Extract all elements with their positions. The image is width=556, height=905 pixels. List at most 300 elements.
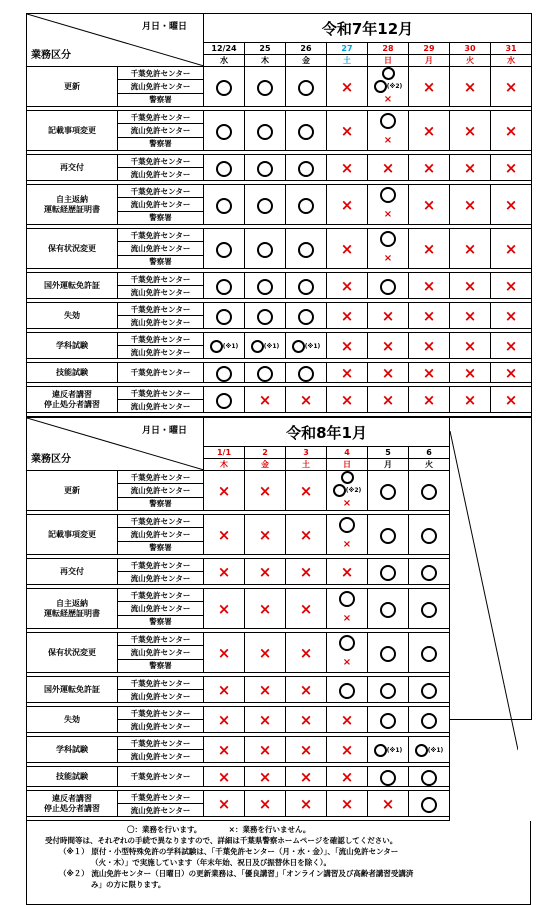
status-cell xyxy=(327,229,368,269)
ok-mark xyxy=(380,231,396,247)
ok-mark xyxy=(298,309,314,325)
ng-mark: × xyxy=(342,612,352,624)
status-cell xyxy=(368,333,409,359)
category-name: 記載事項変更 xyxy=(48,125,96,135)
status-cell xyxy=(204,633,245,673)
status-cell xyxy=(409,363,450,383)
ng-mark: × xyxy=(258,563,272,581)
status-cell xyxy=(450,303,491,329)
ok-mark xyxy=(380,528,396,544)
status-cell xyxy=(286,185,327,225)
category-cell xyxy=(27,633,118,673)
office-cell: 流山免許センター xyxy=(118,690,204,703)
status-cell xyxy=(204,515,245,555)
ng-mark: × xyxy=(422,240,436,258)
status-cell xyxy=(245,387,286,413)
status-cell xyxy=(368,471,409,511)
status-cell xyxy=(286,791,327,817)
ng-mark: × xyxy=(381,159,395,177)
status-cell xyxy=(327,303,368,329)
status-cell xyxy=(245,471,286,511)
status-cell xyxy=(327,633,368,673)
ok-mark xyxy=(257,366,273,382)
status-cell xyxy=(409,737,450,763)
status-cell xyxy=(368,559,409,585)
ok-mark xyxy=(421,646,437,662)
status-cell xyxy=(245,333,286,359)
ng-mark: × xyxy=(383,208,393,220)
status-cell xyxy=(286,633,327,673)
header-corner xyxy=(27,14,204,67)
category-name: 保有状況変更 xyxy=(48,647,96,657)
schedule-tables xyxy=(26,13,531,821)
legend-ok: 〇：業務を行います。 xyxy=(127,825,202,834)
ok-mark xyxy=(421,770,437,786)
ok-mark xyxy=(292,340,305,353)
status-cell xyxy=(368,515,409,555)
status-cell xyxy=(491,387,532,413)
ng-mark: × xyxy=(383,134,393,146)
status-cell xyxy=(409,515,450,555)
weekday-cell: 金 xyxy=(286,55,327,67)
ok-mark xyxy=(298,366,314,382)
ok-mark xyxy=(298,198,314,214)
weekday-cell: 土 xyxy=(286,459,327,471)
ok-mark xyxy=(257,161,273,177)
ng-mark: × xyxy=(504,196,518,214)
status-cell xyxy=(450,111,491,151)
status-cell xyxy=(327,273,368,299)
office-cell: 千葉免許センター xyxy=(118,273,204,286)
ng-mark: × xyxy=(217,482,231,500)
status-cell xyxy=(327,559,368,585)
category-name: 違反者講習 xyxy=(52,793,92,803)
status-cell xyxy=(368,67,409,107)
category-name: 更新 xyxy=(64,485,80,495)
status-cell xyxy=(245,303,286,329)
ng-mark: × xyxy=(217,563,231,581)
status-cell xyxy=(204,387,245,413)
ng-mark: × xyxy=(299,563,313,581)
ok-mark xyxy=(339,683,355,699)
office-cell: 千葉免許センター xyxy=(118,185,204,198)
ok-mark xyxy=(421,683,437,699)
ng-mark: × xyxy=(340,768,354,786)
status-cell xyxy=(368,589,409,629)
status-cell xyxy=(327,333,368,359)
status-cell xyxy=(368,387,409,413)
ok-mark xyxy=(339,517,355,533)
status-cell xyxy=(286,737,327,763)
date-cell: 5 xyxy=(368,447,409,459)
weekday-cell: 月 xyxy=(409,55,450,67)
category-cell xyxy=(27,767,118,787)
category-cell xyxy=(27,589,118,629)
ok-mark xyxy=(298,161,314,177)
category-label: 業務区分 xyxy=(31,454,71,465)
ok-mark xyxy=(341,471,354,484)
weekday-cell: 金 xyxy=(245,459,286,471)
status-cell xyxy=(286,303,327,329)
category-cell xyxy=(27,559,118,585)
ok-mark xyxy=(216,309,232,325)
status-cell xyxy=(245,737,286,763)
status-cell xyxy=(327,387,368,413)
ng-mark: × xyxy=(217,768,231,786)
status-cell xyxy=(327,363,368,383)
ng-mark: × xyxy=(504,277,518,295)
status-cell xyxy=(204,155,245,181)
status-cell xyxy=(450,273,491,299)
status-cell xyxy=(409,185,450,225)
office-cell: 千葉免許センター xyxy=(118,67,204,80)
category-name: 再交付 xyxy=(60,162,84,172)
ng-mark: × xyxy=(383,252,393,264)
ok-mark xyxy=(257,309,273,325)
office-cell: 流山免許センター xyxy=(118,242,204,255)
status-cell xyxy=(450,155,491,181)
date-cell: 12/24 xyxy=(204,43,245,55)
ng-mark: × xyxy=(504,364,518,382)
schedule-table-2 xyxy=(26,417,532,821)
ok-mark xyxy=(421,602,437,618)
category-cell xyxy=(27,273,118,299)
note1-a: （※１） 原付・小型特殊免許の学科試験は、「千葉免許センター（月・水・金）」、「流山免許センター xyxy=(59,847,399,856)
status-cell xyxy=(409,387,450,413)
status-cell xyxy=(409,677,450,703)
ng-mark: × xyxy=(258,768,272,786)
ok-mark xyxy=(421,484,437,500)
ng-mark: × xyxy=(217,795,231,813)
status-cell xyxy=(491,363,532,383)
office-cell: 千葉免許センター xyxy=(118,471,204,484)
date-label: 月日・曜日 xyxy=(141,426,187,436)
ng-mark: × xyxy=(463,78,477,96)
status-cell xyxy=(245,363,286,383)
ng-mark: × xyxy=(340,711,354,729)
ok-mark xyxy=(210,340,223,353)
status-cell xyxy=(450,333,491,359)
ng-mark: × xyxy=(463,364,477,382)
ok-mark xyxy=(421,713,437,729)
ok-mark xyxy=(339,635,355,651)
ok-mark xyxy=(257,279,273,295)
ng-mark: × xyxy=(463,122,477,140)
note-line1: 受付時間等は、それぞれの手続で異なりますので、詳細は千葉県警察ホームページを確認してください。 xyxy=(45,836,398,845)
date-cell: 27 xyxy=(327,43,368,55)
ng-mark: × xyxy=(299,741,313,759)
category-name: 失効 xyxy=(64,714,80,724)
category-name: 自主返納 xyxy=(56,194,88,204)
ng-mark: × xyxy=(342,538,352,550)
ng-mark: × xyxy=(340,337,354,355)
office-cell: 流山免許センター xyxy=(118,602,204,615)
status-cell xyxy=(327,707,368,733)
date-cell: 31 xyxy=(491,43,532,55)
note1-b: （火・木）」で実施しています（年末年始、祝日及び振替休日を除く）。 xyxy=(91,858,331,867)
status-cell xyxy=(286,515,327,555)
office-cell: 千葉免許センター xyxy=(118,333,204,346)
status-cell xyxy=(450,363,491,383)
ng-mark: × xyxy=(422,122,436,140)
office-cell: 流山免許センター xyxy=(118,750,204,763)
status-cell xyxy=(286,67,327,107)
office-cell: 千葉免許センター xyxy=(118,559,204,572)
status-cell xyxy=(327,111,368,151)
office-cell: 警察署 xyxy=(118,255,204,268)
ok-mark xyxy=(380,646,396,662)
category-cell xyxy=(27,185,118,225)
ok-mark xyxy=(216,161,232,177)
ok-mark xyxy=(380,113,396,129)
status-cell xyxy=(204,677,245,703)
status-cell xyxy=(491,155,532,181)
status-cell xyxy=(368,633,409,673)
status-cell xyxy=(327,155,368,181)
ok-mark xyxy=(380,770,396,786)
ng-mark: × xyxy=(299,681,313,699)
status-cell xyxy=(286,677,327,703)
ng-mark: × xyxy=(463,240,477,258)
category-name: 自主返納 xyxy=(56,598,88,608)
status-cell xyxy=(409,707,450,733)
ok-mark xyxy=(257,80,273,96)
status-cell xyxy=(204,737,245,763)
ok-mark xyxy=(257,198,273,214)
ng-mark: × xyxy=(299,391,313,409)
ng-mark: × xyxy=(217,644,231,662)
ng-mark: × xyxy=(258,681,272,699)
ng-mark: × xyxy=(463,391,477,409)
status-cell xyxy=(409,589,450,629)
weekday-cell: 水 xyxy=(491,55,532,67)
category-cell xyxy=(27,111,118,151)
status-cell xyxy=(286,767,327,787)
status-cell xyxy=(327,677,368,703)
ng-mark: × xyxy=(217,741,231,759)
status-cell xyxy=(368,791,409,817)
category-name: 停止処分者講習 xyxy=(44,803,100,813)
category-cell xyxy=(27,791,118,817)
status-cell xyxy=(245,791,286,817)
status-cell xyxy=(245,273,286,299)
ng-mark: × xyxy=(258,795,272,813)
office-cell: 千葉免許センター xyxy=(118,111,204,124)
ng-mark: × xyxy=(463,159,477,177)
weekday-cell: 日 xyxy=(327,459,368,471)
ng-mark: × xyxy=(217,526,231,544)
category-cell xyxy=(27,737,118,763)
office-cell: 流山免許センター xyxy=(118,646,204,659)
status-cell xyxy=(368,363,409,383)
weekday-cell: 木 xyxy=(204,459,245,471)
office-cell: 警察署 xyxy=(118,615,204,628)
category-name: 学科試験 xyxy=(56,340,88,350)
category-name: 国外運転免許証 xyxy=(44,684,100,694)
status-cell xyxy=(409,229,450,269)
status-cell xyxy=(491,333,532,359)
status-cell xyxy=(450,185,491,225)
date-cell: 1/1 xyxy=(204,447,245,459)
category-cell xyxy=(27,67,118,107)
office-cell: 千葉免許センター xyxy=(118,767,204,787)
office-cell: 千葉免許センター xyxy=(118,633,204,646)
ng-mark: × xyxy=(340,391,354,409)
note-ref: (※2) xyxy=(345,487,362,494)
ng-mark: × xyxy=(340,240,354,258)
ng-mark: × xyxy=(422,337,436,355)
date-cell: 4 xyxy=(327,447,368,459)
office-cell: 警察署 xyxy=(118,211,204,224)
ok-mark xyxy=(421,528,437,544)
ok-mark xyxy=(298,242,314,258)
category-name: 失効 xyxy=(64,310,80,320)
ok-mark xyxy=(415,744,428,757)
category-cell xyxy=(27,707,118,733)
ng-mark: × xyxy=(340,741,354,759)
status-cell xyxy=(409,67,450,107)
status-cell xyxy=(286,363,327,383)
date-label: 月日・曜日 xyxy=(141,22,187,32)
date-cell: 2 xyxy=(245,447,286,459)
status-cell xyxy=(286,229,327,269)
office-cell: 千葉免許センター xyxy=(118,791,204,804)
ok-mark xyxy=(298,124,314,140)
ng-mark: × xyxy=(217,711,231,729)
status-cell xyxy=(368,155,409,181)
ng-mark: × xyxy=(258,711,272,729)
ng-mark: × xyxy=(340,159,354,177)
ng-mark: × xyxy=(381,391,395,409)
office-cell: 流山免許センター xyxy=(118,400,204,413)
status-cell xyxy=(327,767,368,787)
ok-mark xyxy=(216,279,232,295)
ng-mark: × xyxy=(299,482,313,500)
ok-mark xyxy=(251,340,264,353)
weekday-cell: 土 xyxy=(327,55,368,67)
legend-ng: ×：業務を行いません。 xyxy=(228,825,311,834)
category-name: 記載事項変更 xyxy=(48,529,96,539)
ok-mark xyxy=(216,124,232,140)
category-cell xyxy=(27,363,118,383)
ok-mark xyxy=(257,124,273,140)
ng-mark: × xyxy=(463,196,477,214)
status-cell xyxy=(491,67,532,107)
ng-mark: × xyxy=(463,307,477,325)
ng-mark: × xyxy=(463,277,477,295)
empty-area-diagonal xyxy=(450,471,532,720)
notes-section xyxy=(26,821,531,905)
ng-mark: × xyxy=(340,307,354,325)
office-cell: 警察署 xyxy=(118,93,204,106)
ok-mark xyxy=(216,393,232,409)
ng-mark: × xyxy=(340,122,354,140)
legend xyxy=(45,824,524,835)
status-cell xyxy=(286,155,327,181)
ng-mark: × xyxy=(381,337,395,355)
status-cell xyxy=(409,767,450,787)
weekday-cell: 月 xyxy=(368,459,409,471)
weekday-cell: 水 xyxy=(204,55,245,67)
status-cell xyxy=(245,185,286,225)
status-cell xyxy=(450,387,491,413)
status-cell xyxy=(286,589,327,629)
ok-mark xyxy=(374,744,387,757)
office-cell: 流山免許センター xyxy=(118,346,204,359)
ng-mark: × xyxy=(383,94,393,105)
office-cell: 警察署 xyxy=(118,659,204,672)
status-cell xyxy=(204,229,245,269)
status-cell xyxy=(327,515,368,555)
weekday-cell: 木 xyxy=(245,55,286,67)
category-name: 運転経歴証明書 xyxy=(44,204,100,214)
ng-mark: × xyxy=(217,681,231,699)
category-name: 国外運転免許証 xyxy=(44,280,100,290)
office-cell: 流山免許センター xyxy=(118,124,204,137)
ng-mark: × xyxy=(299,795,313,813)
status-cell xyxy=(491,273,532,299)
date-cell: 29 xyxy=(409,43,450,55)
category-cell xyxy=(27,333,118,359)
status-cell xyxy=(245,111,286,151)
ng-mark: × xyxy=(340,563,354,581)
category-name: 運転経歴証明書 xyxy=(44,608,100,618)
status-cell xyxy=(450,67,491,107)
status-cell xyxy=(286,387,327,413)
note-ref: (※1) xyxy=(263,343,280,350)
status-cell xyxy=(204,111,245,151)
status-cell xyxy=(204,363,245,383)
category-name: 停止処分者講習 xyxy=(44,399,100,409)
office-cell: 流山免許センター xyxy=(118,528,204,541)
category-cell xyxy=(27,677,118,703)
ok-mark xyxy=(374,80,387,93)
ng-mark: × xyxy=(422,307,436,325)
status-cell xyxy=(204,589,245,629)
status-cell xyxy=(286,471,327,511)
ng-mark: × xyxy=(504,159,518,177)
ng-mark: × xyxy=(258,741,272,759)
note2-b: み」の方に限ります。 xyxy=(91,880,166,889)
status-cell xyxy=(491,303,532,329)
ok-mark xyxy=(421,565,437,581)
status-cell xyxy=(245,155,286,181)
office-cell: 流山免許センター xyxy=(118,198,204,211)
ok-mark xyxy=(216,242,232,258)
status-cell xyxy=(204,185,245,225)
ng-mark: × xyxy=(299,768,313,786)
ng-mark: × xyxy=(299,600,313,618)
status-cell xyxy=(327,471,368,511)
status-cell xyxy=(286,559,327,585)
status-cell xyxy=(245,589,286,629)
ok-mark xyxy=(421,797,437,813)
category-name: 違反者講習 xyxy=(52,389,92,399)
ng-mark: × xyxy=(504,78,518,96)
ok-mark xyxy=(380,565,396,581)
office-cell: 千葉免許センター xyxy=(118,707,204,720)
office-cell: 千葉免許センター xyxy=(118,737,204,750)
ng-mark: × xyxy=(504,122,518,140)
status-cell xyxy=(245,67,286,107)
ok-mark xyxy=(339,591,355,607)
status-cell xyxy=(204,333,245,359)
status-cell xyxy=(409,471,450,511)
header-corner xyxy=(27,418,204,471)
status-cell xyxy=(204,67,245,107)
ng-mark: × xyxy=(340,364,354,382)
status-cell xyxy=(327,67,368,107)
